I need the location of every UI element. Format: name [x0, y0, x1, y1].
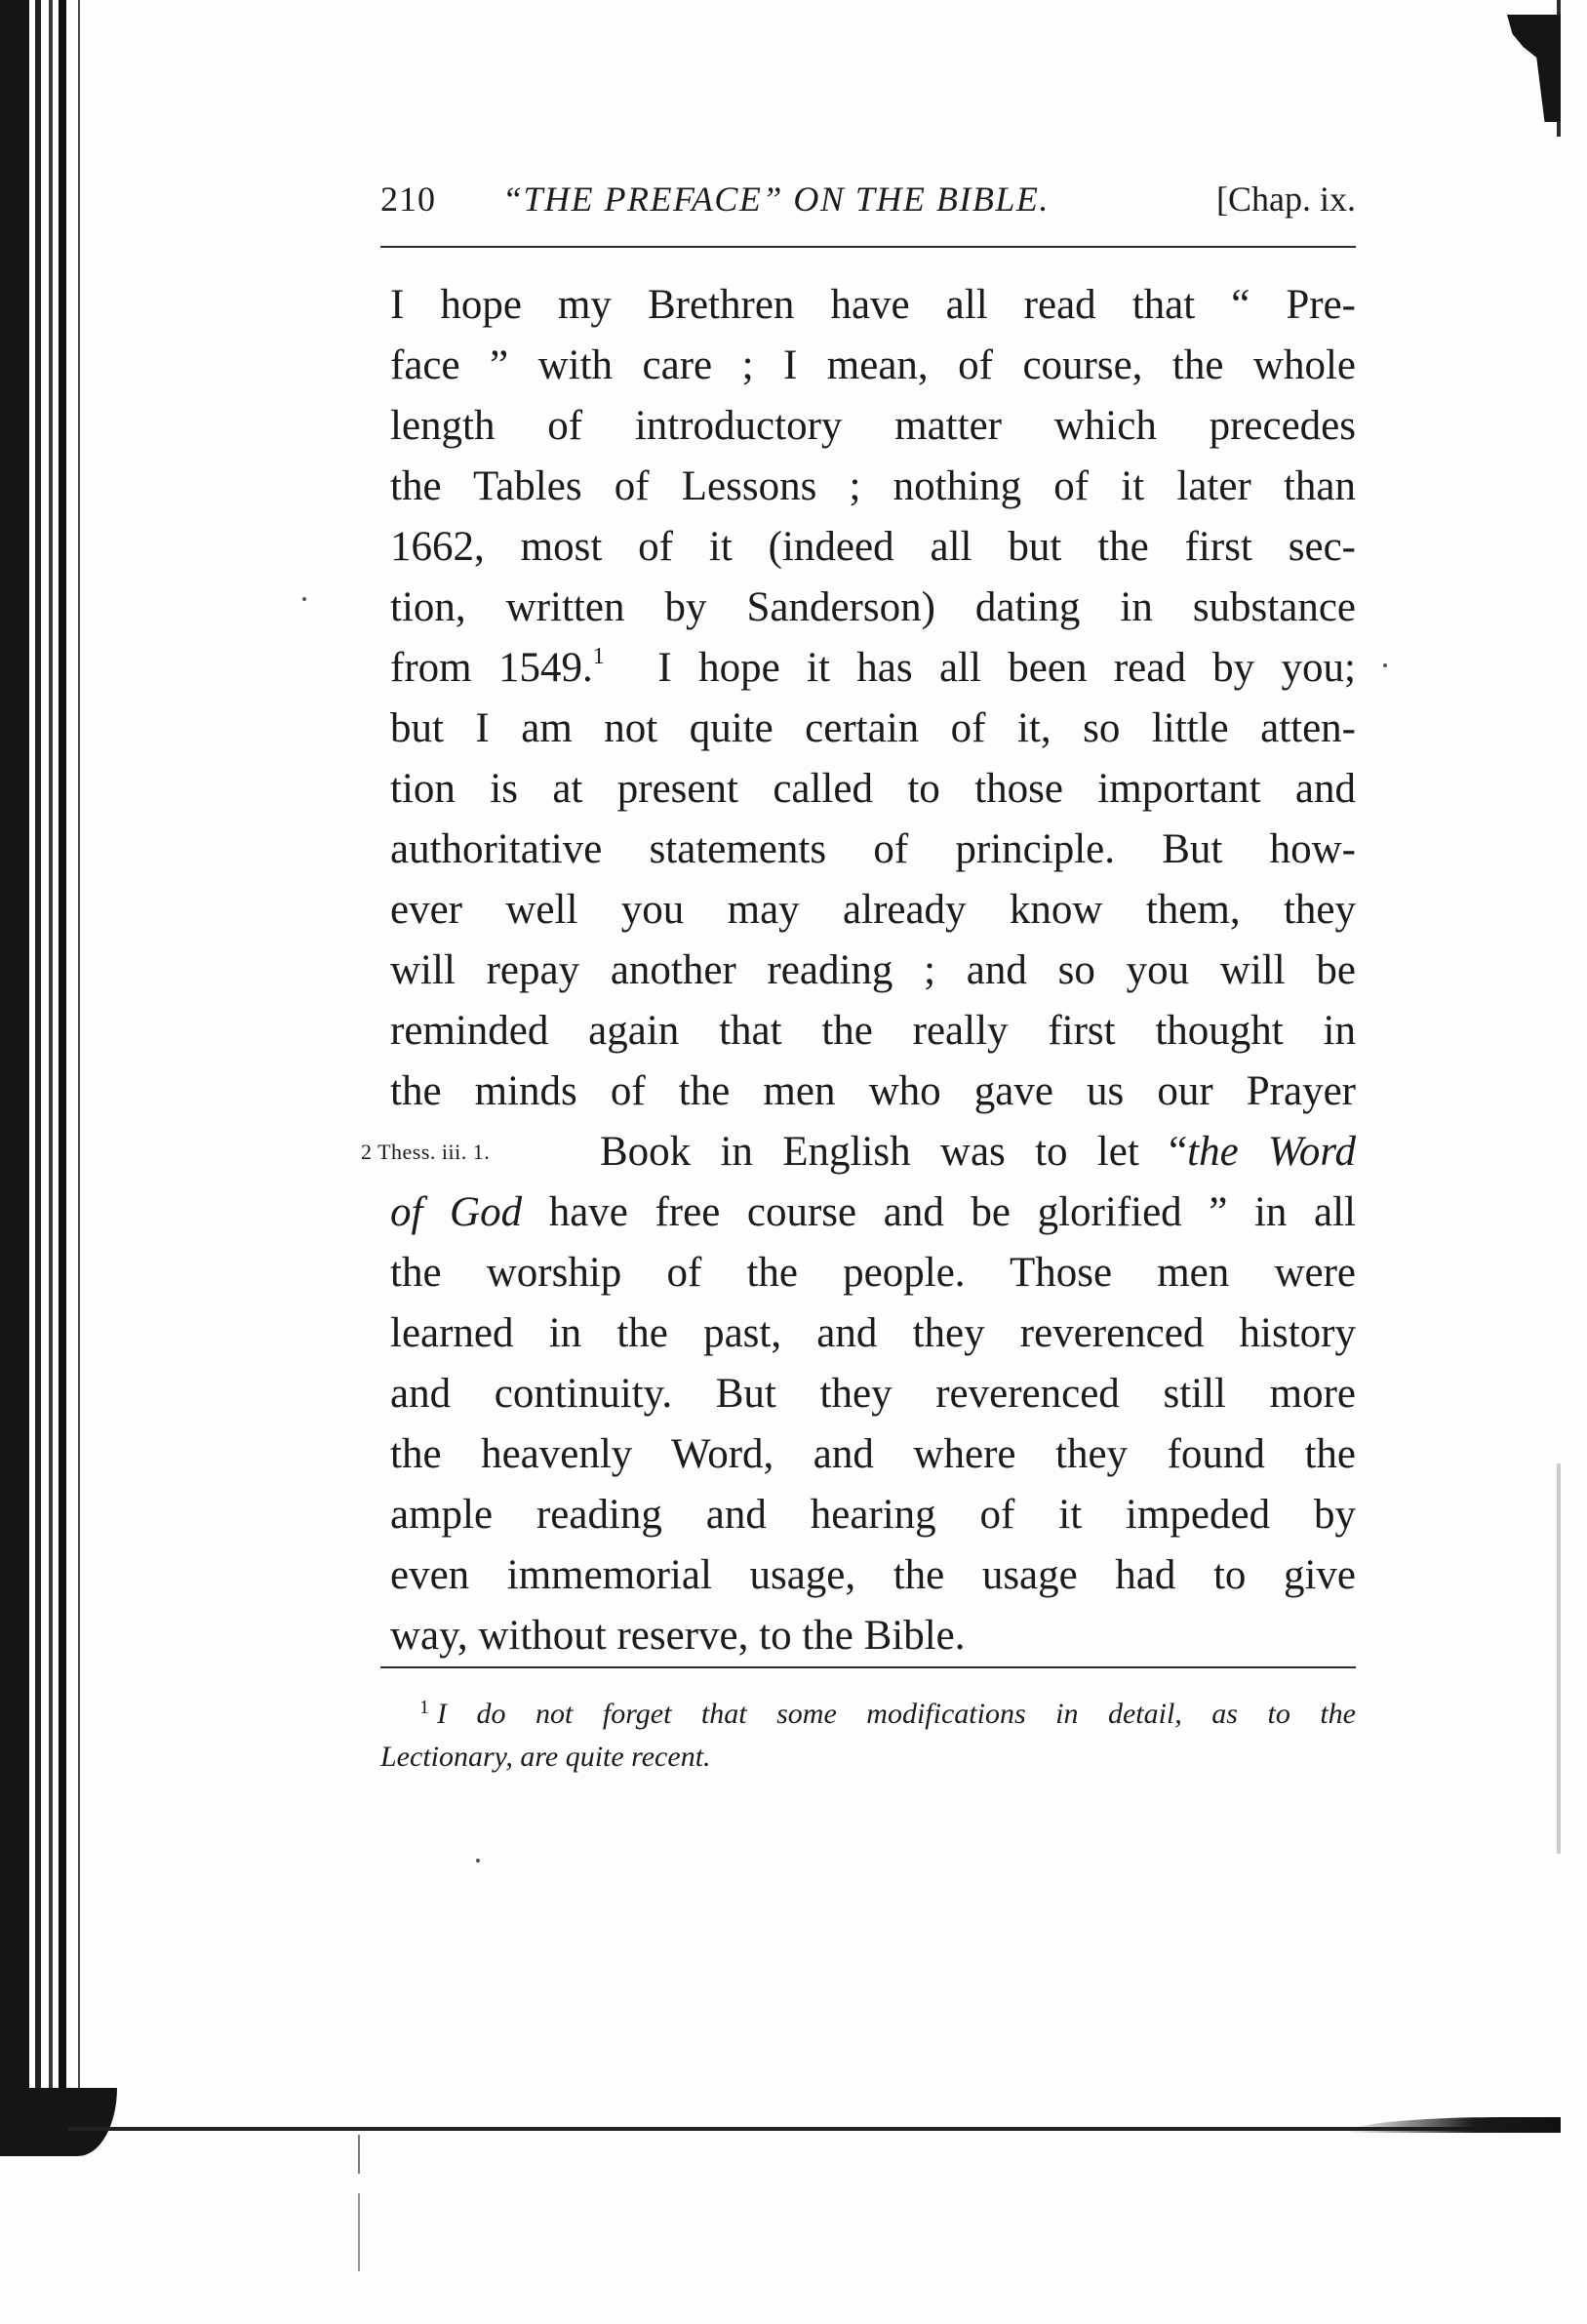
- text-line: I hope my Brethren have all read that “ Pre-: [390, 282, 1356, 328]
- chapter-label: [Chap. ix.: [1216, 180, 1356, 219]
- text-line: ample reading and hearing of it impeded by: [390, 1492, 1356, 1538]
- scan-speck: [476, 1859, 480, 1863]
- page-bottom-edge: [68, 2127, 1561, 2131]
- text-fragment: I hope it has all been read by you;: [657, 645, 1356, 691]
- text-line: and continuity. But they reverenced still more: [390, 1371, 1356, 1417]
- text-line: tion, written by Sanderson) dating in substance: [390, 584, 1356, 630]
- text-line: the heavenly Word, and where they found the: [390, 1431, 1356, 1477]
- text-line: reminded again that the really first thought in: [390, 1008, 1356, 1054]
- footnote-reference: 1: [592, 644, 605, 669]
- text-line: 1662, most of it (indeed all but the first sec-: [390, 524, 1356, 570]
- text-line: authoritative statements of principle. But how-: [390, 826, 1356, 872]
- running-title: “THE PREFACE” ON THE BIBLE.: [502, 180, 1050, 219]
- body-text: [361, 275, 1357, 1666]
- footnote-line: Lectionary, are quite recent.: [380, 1741, 711, 1773]
- italic-phrase: of God: [390, 1189, 523, 1235]
- text-line: ever well you may already know them, they: [390, 887, 1356, 933]
- footnote-rule: [380, 1666, 1356, 1668]
- text-line: will repay another reading ; and so you will be: [390, 947, 1356, 993]
- text-line: face ” with care ; I mean, of course, the whole: [390, 342, 1356, 388]
- text-line: length of introductory matter which precedes: [390, 403, 1356, 449]
- page-right-edge: [1557, 0, 1561, 2137]
- footnote-line: [380, 1693, 1356, 1736]
- header-rule: [380, 246, 1356, 248]
- binding-edge: [0, 0, 98, 2146]
- text-fragment: from 1549.: [390, 645, 593, 691]
- text-line: tion is at present called to those important and: [390, 766, 1356, 812]
- text-line: way, without reserve, to the Bible.: [390, 1613, 966, 1659]
- text-line: the Tables of Lessons ; nothing of it later than: [390, 463, 1356, 509]
- text-line: the minds of the men who gave us our Prayer: [390, 1068, 1356, 1114]
- margin-reference: 2 Thess. iii. 1.: [361, 1140, 491, 1164]
- text-line: learned in the past, and they reverenced history: [390, 1310, 1356, 1356]
- footnote: [380, 1693, 1356, 1779]
- text-line: [390, 638, 1356, 699]
- text-fragment: Book in English was to let “: [600, 1129, 1188, 1175]
- italic-phrase: the Word: [1187, 1129, 1357, 1175]
- binding-corner: [0, 2088, 117, 2156]
- page-number: 210: [380, 180, 436, 219]
- scan-speck: [302, 597, 306, 601]
- text-line: [361, 1122, 1357, 1182]
- text-fragment: have free course and be glorified ” in all: [522, 1189, 1357, 1235]
- scan-speck: [1383, 663, 1387, 667]
- page-bottom-curl: [1346, 2117, 1561, 2133]
- text-line: even immemorial usage, the usage had to give: [390, 1552, 1356, 1598]
- footnote-text: I do not forget that some modifications in detail, as to the: [437, 1698, 1356, 1730]
- text-line: [390, 1182, 1356, 1243]
- text-line: but I am not quite certain of it, so little atten-: [390, 705, 1356, 751]
- corner-mark: [1507, 15, 1561, 122]
- scan-mark: [358, 2135, 360, 2271]
- running-head: [380, 174, 1356, 224]
- text-line: the worship of the people. Those men were: [390, 1250, 1356, 1296]
- footnote-mark: 1: [419, 1697, 429, 1718]
